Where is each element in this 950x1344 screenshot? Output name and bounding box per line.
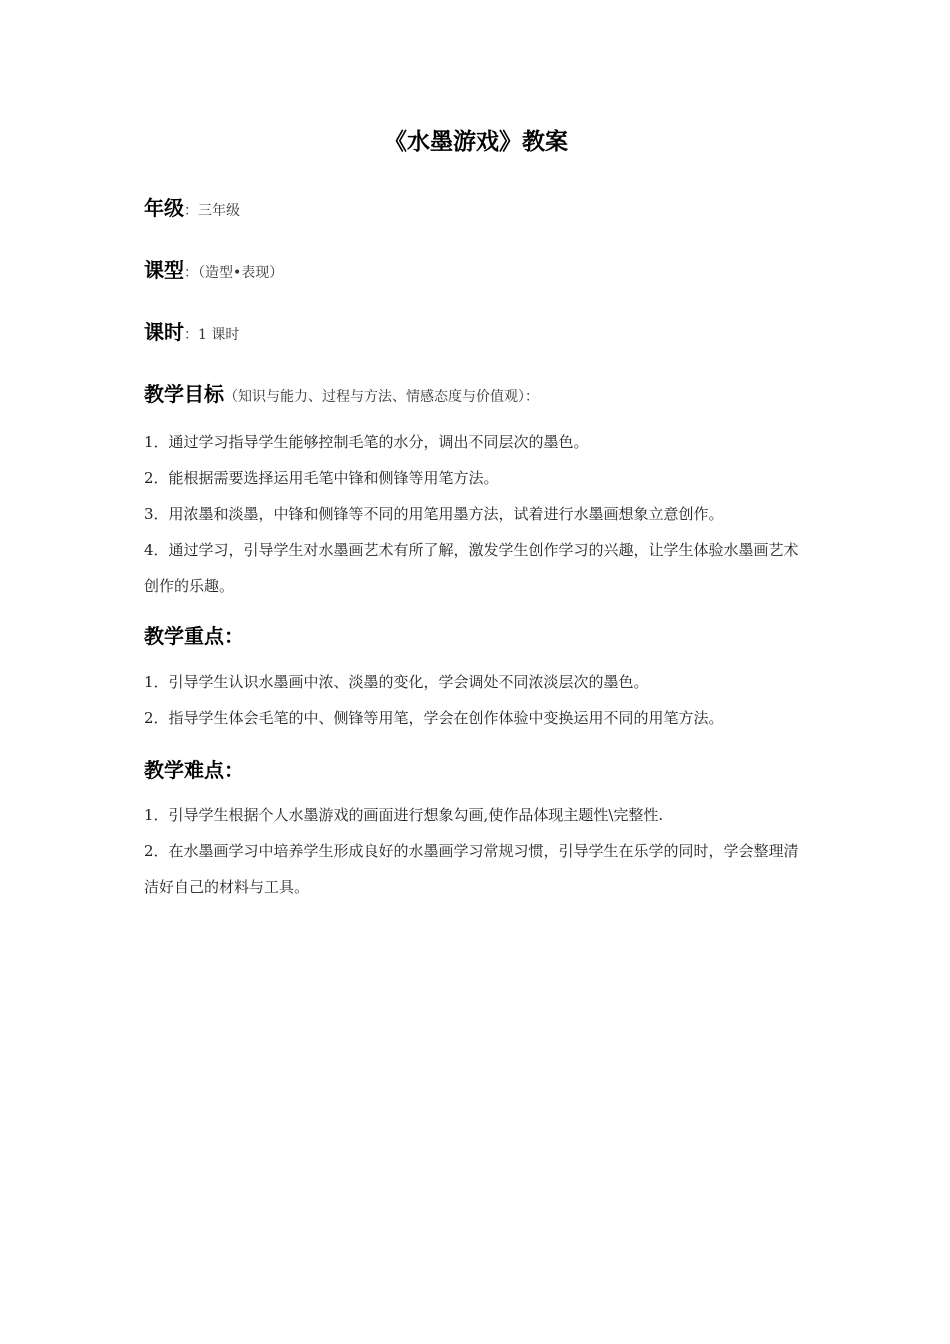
list-item: 2．指导学生体会毛笔的中、侧锋等用笔，学会在创作体验中变换运用不同的用笔方法。 [144,709,724,727]
lesson-type-row [144,254,283,283]
list-item: 1．引导学生认识水墨画中浓、淡墨的变化，学会调处不同浓淡层次的墨色。 [144,673,649,691]
key-points-list [144,664,808,736]
lesson-type-value: （造型•表现） [198,265,284,281]
class-hours-value: 1 课时 [198,327,240,343]
list-item: 1．通过学习指导学生能够控制毛笔的水分，调出不同层次的墨色。 [144,433,589,451]
list-item: 3．用浓墨和淡墨，中锋和侧锋等不同的用笔用墨方法，试着进行水墨画想象立意创作。 [144,505,724,523]
objectives-note: （知识与能力、过程与方法、情感态度与价值观）： [224,389,539,405]
list-item: 2．能根据需要选择运用毛笔中锋和侧锋等用笔方法。 [144,469,499,487]
class-hours-colon: ： [184,327,198,343]
objectives-heading [144,378,539,407]
list-item: 4．通过学习，引导学生对水墨画艺术有所了解，激发学生创作学习的兴趣，让学生体验水墨画艺术创作的乐趣。 [144,541,799,595]
grade-row [144,192,240,221]
objectives-label: 教学目标 [144,382,224,406]
document-title: 《水墨游戏》教案 [384,129,568,155]
grade-label: 年级 [144,196,184,220]
difficulties-label: 教学难点： [144,758,244,782]
key-points-label: 教学重点： [144,624,244,648]
grade-value: 三年级 [198,203,240,219]
list-item: 1．引导学生根据个人水墨游戏的画面进行想象勾画,使作品体现主题性\完整性. [144,806,664,824]
difficulties-list [144,797,808,905]
class-hours-label: 课时 [144,320,184,344]
difficulties-heading [144,754,244,783]
grade-colon: ： [184,203,198,219]
objectives-list [144,424,808,604]
lesson-type-colon: ： [184,265,198,281]
class-hours-row [144,316,239,345]
lesson-type-label: 课型 [144,258,184,282]
key-points-heading [144,620,244,649]
list-item: 2．在水墨画学习中培养学生形成良好的水墨画学习常规习惯，引导学生在乐学的同时，学会整理清洁好自己的材料与工具。 [144,842,799,896]
